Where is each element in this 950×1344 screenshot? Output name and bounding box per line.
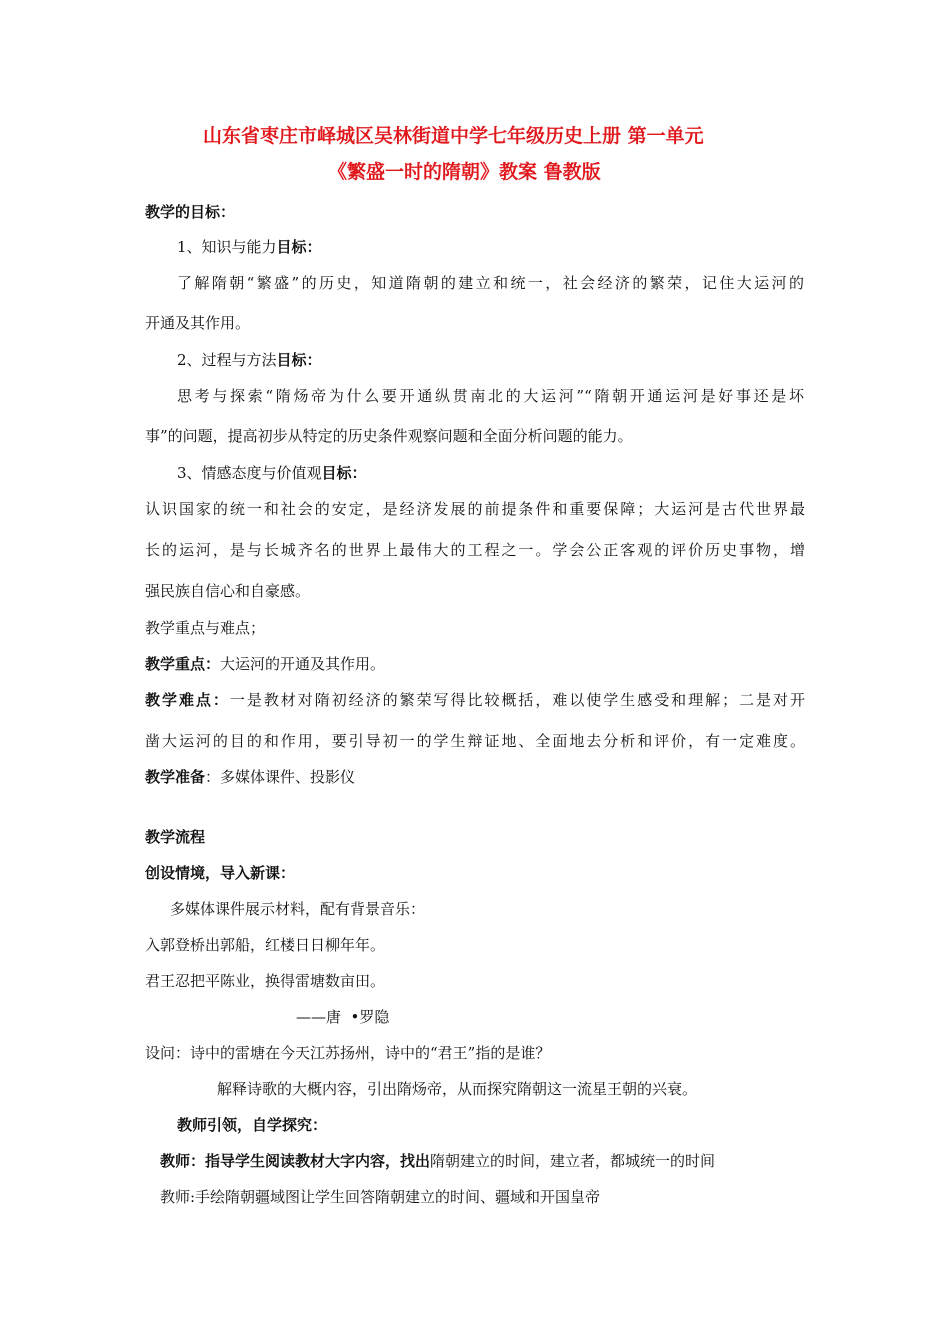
objective-1-text-a: 了解隋朝“繁盛”的历史，知道隋朝的建立和统一，社会经济的繁荣，记住大运河的 [177, 274, 804, 292]
objective-3-text-c: 强民族自信心和自豪感。 [145, 582, 311, 600]
objective-3-label: 3、情感态度与价值观 [177, 464, 322, 482]
focus-text: 大运河的开通及其作用。 [220, 655, 386, 673]
objective-3-text-a: 认识国家的统一和社会的安定，是经济发展的前提条件和重要保障；大运河是古代世界最 [145, 500, 805, 518]
objective-2-label: 2、过程与方法 [177, 351, 277, 369]
prep-text: ：多媒体课件、投影仪 [205, 768, 356, 786]
objective-3-bold: 目标： [321, 464, 367, 482]
intro-heading: 创设情境，导入新课： [145, 864, 296, 882]
teacher-1-bold: 教师：指导学生阅读教材大字内容，找出 [160, 1152, 431, 1170]
focus-label: 教学重点： [145, 655, 221, 673]
objective-3-heading [177, 463, 367, 483]
difficulty-text-b: 凿大运河的目的和作用，要引导初一的学生辩证地、全面地去分析和评价，有一定难度。 [145, 732, 805, 750]
objective-2-bold: 目标： [276, 351, 322, 369]
guide-heading: 教师引领，自学探究： [177, 1116, 328, 1134]
difficulty-text-a: 一是教材对隋初经济的繁荣写得比较概括，难以使学生感受和理解；二是对开 [229, 691, 805, 709]
objective-1-heading [177, 237, 322, 257]
question-text: 设问：诗中的雷塘在今天江苏扬州，诗中的“君王”指的是谁？ [145, 1044, 551, 1062]
poem-author: ——唐 •罗隐 [296, 1008, 390, 1026]
process-heading: 教学流程 [145, 828, 206, 846]
objective-1-label: 1、知识与能力 [177, 238, 277, 256]
teacher-line-1 [160, 1151, 715, 1171]
objective-3-text-b: 长的运河，是与长城齐名的世界上最伟大的工程之一。学会公正客观的评价历史事物，增 [145, 541, 805, 559]
poem-line-2: 君王忍把平陈业，换得雷塘数亩田。 [145, 972, 386, 990]
intro-text: 多媒体课件展示材料，配有背景音乐： [170, 900, 426, 918]
explain-text: 解释诗歌的大概内容，引出隋炀帝，从而探究隋朝这一流星王朝的兴衰。 [217, 1080, 698, 1098]
objective-2-text-a: 思考与探索“隋炀帝为什么要开通纵贯南北的大运河”“隋朝开通运河是好事还是坏 [177, 387, 804, 405]
focus-line [145, 654, 385, 674]
prep-label: 教学准备 [145, 768, 206, 786]
objectives-heading: 教学的目标： [145, 203, 236, 221]
objective-2-text-b: 事”的问题，提高初步从特定的历史条件观察问题和全面分析问题的能力。 [145, 427, 633, 445]
prep-line [145, 767, 355, 787]
teacher-1-text: 隋朝建立的时间，建立者，都城统一的时间 [430, 1152, 716, 1170]
poem-line-1: 入郭登桥出郭船，红楼日日柳年年。 [145, 936, 386, 954]
objective-1-text-b: 开通及其作用。 [145, 314, 251, 332]
document-title-line-2: 《繁盛一时的隋朝》教案 鲁教版 [328, 161, 601, 183]
keypoints-heading: 教学重点与难点； [145, 619, 266, 637]
difficulty-line-a [145, 690, 805, 710]
objective-1-bold: 目标： [276, 238, 322, 256]
teacher-line-2: 教师:手绘隋朝疆域图让学生回答隋朝建立的时间、疆域和开国皇帝 [160, 1188, 601, 1206]
difficulty-label: 教学难点： [145, 691, 230, 709]
document-title-line-1: 山东省枣庄市峄城区吴林街道中学七年级历史上册 第一单元 [203, 125, 704, 147]
objective-2-heading [177, 350, 322, 370]
